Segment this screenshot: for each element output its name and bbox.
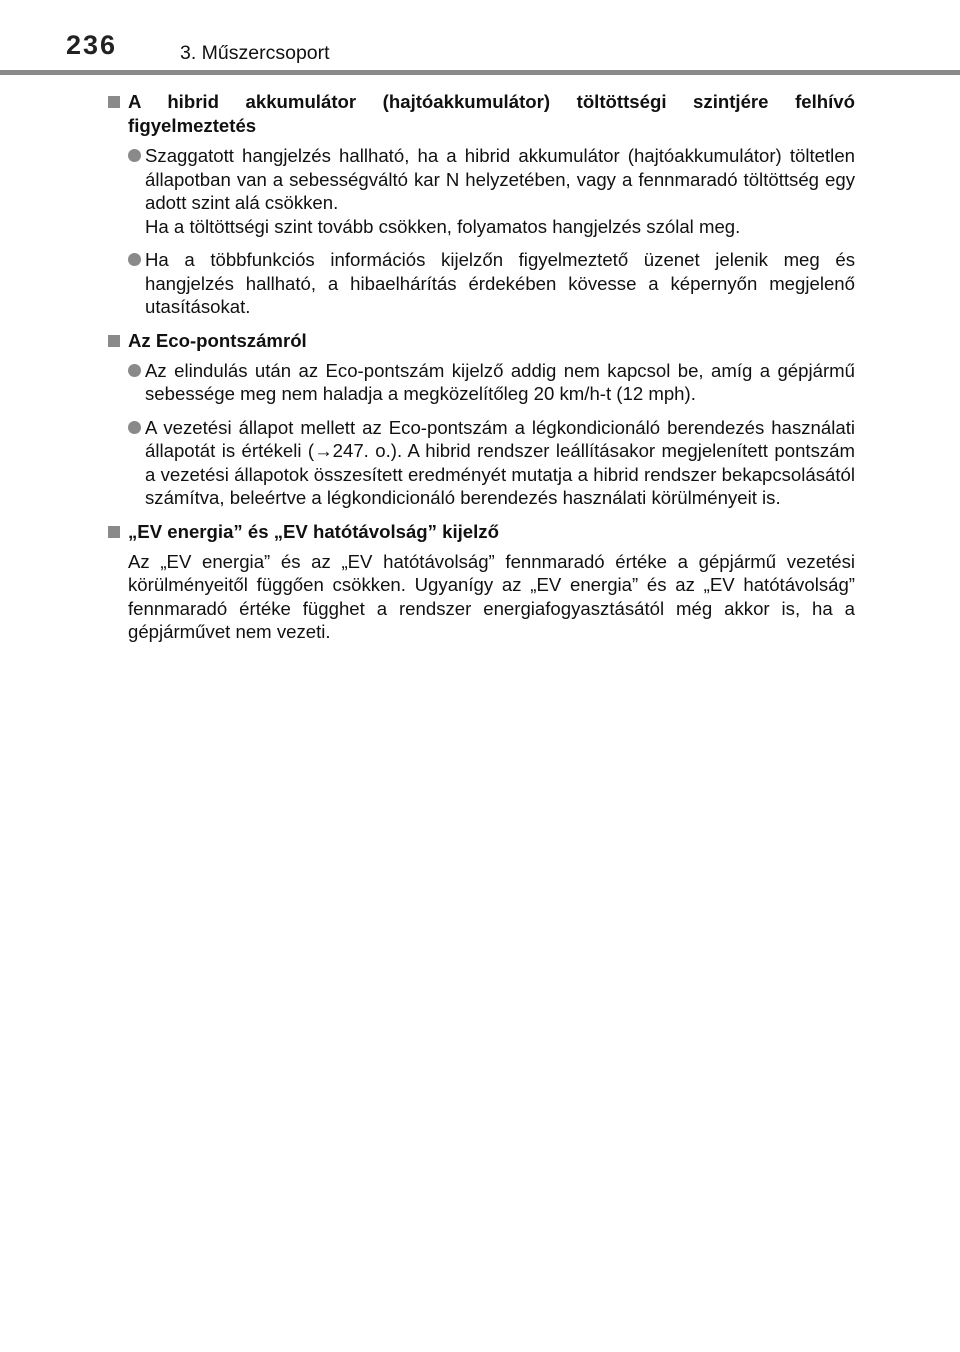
- list-item-text: Az elindulás után az Eco-pontszám kijelző addig nem kapcsol be, amíg a gépjármű sebessége meg nem haladja a megközelítőleg 20 km/h-t (12 mph).: [145, 359, 855, 404]
- round-bullet-icon: [128, 253, 141, 266]
- section-heading-hybrid-battery: [108, 90, 855, 138]
- list-item-text: A vezetési állapot mellett az Eco-pontszám a légkondicionáló berendezés használati állapotát is értékeli (→247. o.). A hibrid rendszer leállításakor megjelenített pontszám a vezetési állapotok összesített eredményét mutatja a hibrid rendszer bekapcsolásától számítva, beleértve a légkondicionáló berendezés használati körülményeit is.: [145, 416, 855, 508]
- header-rule: [0, 70, 960, 75]
- section-heading-text: „EV energia” és „EV hatótávolság” kijelző: [128, 520, 499, 542]
- list-item-text: Ha a többfunkciós információs kijelzőn figyelmeztető üzenet jelenik meg és hangjelzés hallható, a hibaelhárítás érdekében kövesse a képernyőn megjelenő utasításokat.: [145, 249, 855, 317]
- section-paragraph: Az „EV energia” és az „EV hatótávolság” fennmaradó értéke a gépjármű vezetési körülményeitől függően csökken. Ugyanígy az „EV energia” és az „EV hatótávolság” fennmaradó értéke függhet a rendszer energiafogyasztásától még akkor is, ha a gépjárművet nem vezeti.: [128, 550, 855, 642]
- list-item: [108, 416, 855, 510]
- page-content: [108, 90, 855, 644]
- list-item: [108, 359, 855, 406]
- page-header: [0, 0, 960, 76]
- section-heading-text: A hibrid akkumulátor (hajtóakkumulátor) töltöttségi szintjére felhívó figyelmeztetés: [128, 91, 855, 136]
- square-bullet-icon: [108, 526, 120, 538]
- round-bullet-icon: [128, 421, 141, 434]
- square-bullet-icon: [108, 96, 120, 108]
- round-bullet-icon: [128, 364, 141, 377]
- list-item-text: Szaggatott hangjelzés hallható, ha a hibrid akkumulátor (hajtóakkumulátor) töltetlen állapotban van a sebességváltó kar N helyzetében, vagy a fennmaradó töltöttség egy adott szint alá csökken.: [145, 145, 855, 213]
- section-heading-eco-score: [108, 329, 855, 353]
- list-item: [108, 248, 855, 319]
- section-heading-text: Az Eco-pontszámról: [128, 329, 307, 351]
- list-item: [108, 144, 855, 238]
- square-bullet-icon: [108, 335, 120, 347]
- list-item-extra-text: Ha a töltöttségi szint tovább csökken, folyamatos hangjelzés szólal meg.: [145, 215, 741, 237]
- section-heading-ev-energy: [108, 520, 855, 544]
- round-bullet-icon: [128, 149, 141, 162]
- chapter-title: 3. Műszercsoport: [180, 42, 330, 64]
- page-number: 236: [66, 30, 118, 60]
